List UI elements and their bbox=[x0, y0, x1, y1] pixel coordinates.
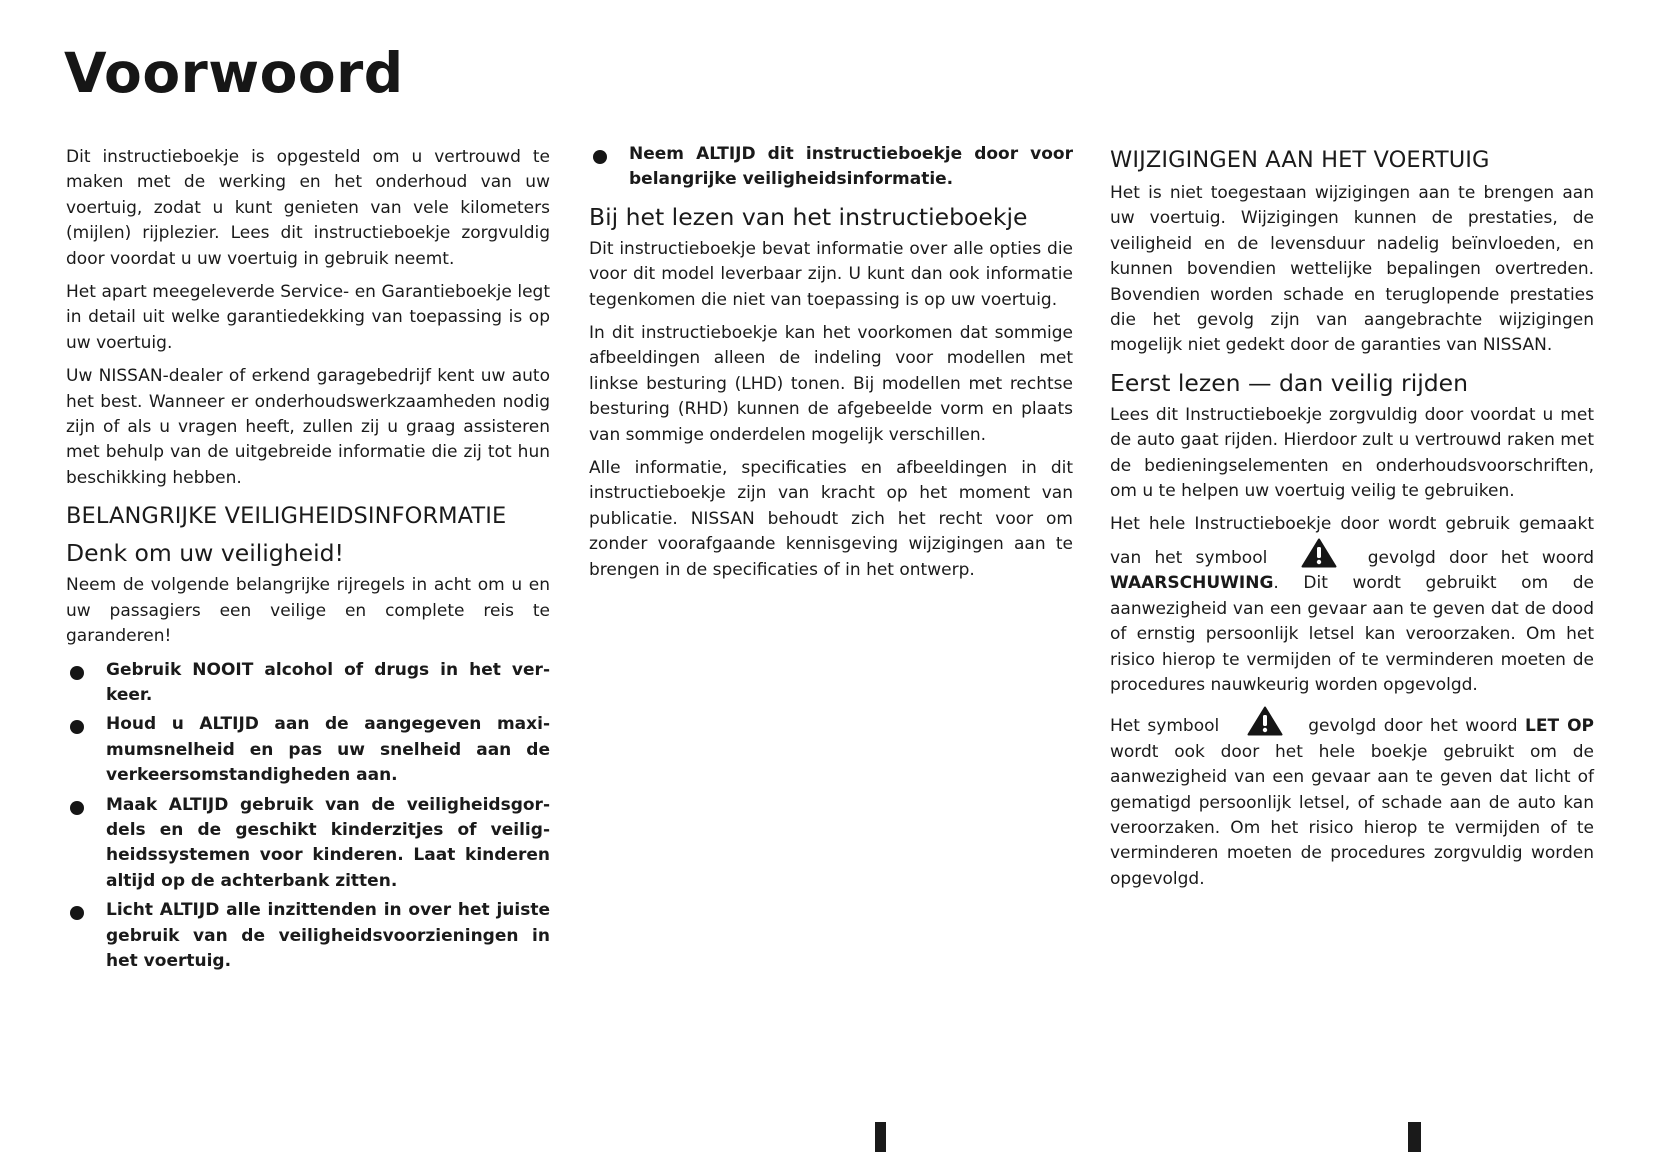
bullet-icon bbox=[70, 906, 84, 920]
caution-paragraph bbox=[1110, 706, 1594, 892]
warning-text-after-keyword: . Dit wordt gebruikt om de aanwezigheid van een gevaar aan te geven dat de dood of ernstig persoonlijk letsel kan veroorzaken. Om het risico hierop te vermijden of te verminderen moeten de procedures nauwkeurig worden opgevolgd. bbox=[1110, 573, 1594, 695]
list-item-text: Neem ALTIJD dit instructieboekje door voor belangrijke veiligheidsinformatie. bbox=[629, 144, 1073, 190]
caution-keyword: LET OP bbox=[1525, 716, 1594, 737]
safety-intro-paragraph: Neem de volgende belangrijke rijregels in acht om u en uw passagiers een veilige en complete reis te garanderen! bbox=[66, 575, 550, 647]
page-edge-marker bbox=[1408, 1122, 1421, 1152]
modifications-heading: WIJZIGINGEN AAN HET VOERTUIG bbox=[1110, 147, 1490, 173]
reading-paragraph-3: Alle informatie, specificaties en afbeeldingen in dit instructieboekje zijn van kracht op het moment van publicatie. NISSAN behoudt zich het recht voor om zonder voorafgaande kennisgeving wijzigingen aan te brengen in de specificaties of in het ontwerp. bbox=[589, 458, 1073, 580]
column-2 bbox=[589, 142, 1073, 591]
reading-paragraph-2: In dit instructieboekje kan het voorkomen dat sommige afbeeldingen alleen de indeling voor modellen met linkse besturing (LHD) tonen. Bij modellen met rechtse besturing (RHD) kunnen de afgebeelde vorm en plaats van sommige onderdelen mogelijk verschillen. bbox=[589, 323, 1073, 445]
intro-paragraph-2: Het apart meegeleverde Service- en Garantieboekje legt in detail uit welke garantiedekking van toepassing is op uw voertuig. bbox=[66, 282, 550, 353]
bullet-icon bbox=[593, 150, 607, 164]
read-first-paragraph: Lees dit Instructieboekje zorgvuldig door voordat u met de auto gaat rijden. Hierdoor zult u vertrouwd raken met de bedieningselementen en onderhoudsvoorschriften, om u te helpen uw voertuig veilig te gebruiken. bbox=[1110, 404, 1594, 502]
warning-keyword: WAARSCHUWING bbox=[1110, 573, 1274, 594]
intro-paragraph-3: Uw NISSAN-dealer of erkend garagebedrijf kent uw auto het best. Wanneer er onderhoudswerkzaamheden nodig zijn of als u vragen heeft, zullen zij u graag assisteren met behulp van de uitgebreide informatie die zij tot hun beschikking hebben. bbox=[66, 366, 550, 488]
read-first-subheading: Eerst lezen — dan veilig rijden bbox=[1110, 368, 1469, 397]
list-item bbox=[66, 658, 550, 709]
column-3 bbox=[1110, 145, 1594, 900]
list-item-text: Licht ALTIJD alle inzittenden in over het juiste gebruik van de veiligheidsvoorzieningen in het voertuig. bbox=[106, 900, 550, 971]
caution-text-after-icon: gevolgd door het woord bbox=[1308, 716, 1518, 737]
caution-text-before-icon: Het symbool bbox=[1110, 716, 1220, 737]
reading-subheading: Bij het lezen van het instructieboekje bbox=[589, 202, 1028, 231]
safety-rules-list bbox=[66, 658, 550, 975]
column-1 bbox=[66, 145, 550, 982]
list-item-text: Maak ALTIJD gebruik van de veiligheidsgordels en de geschikt kinderzitjes of veiligheidssystemen voor kinderen. Laat kinderen altijd op de achterbank zitten. bbox=[106, 794, 550, 891]
safety-rules-list-continued bbox=[589, 142, 1073, 193]
warning-paragraph bbox=[1110, 512, 1594, 698]
warning-triangle-icon bbox=[1301, 538, 1337, 568]
list-item bbox=[66, 793, 550, 895]
safety-section-heading: BELANGRIJKE VEILIGHEIDSINFORMATIE bbox=[66, 503, 507, 530]
reading-paragraph-1: Dit instructieboekje bevat informatie over alle opties die voor dit model leverbaar zijn. U kunt dan ook informatie tegenkomen die niet van toepassing is op uw voertuig. bbox=[589, 238, 1073, 310]
warning-triangle-icon bbox=[1247, 706, 1283, 736]
page-title: Voorwoord bbox=[64, 41, 404, 105]
list-item bbox=[589, 142, 1073, 193]
bullet-icon bbox=[70, 666, 84, 680]
caution-text-after-keyword: wordt ook door het hele boekje gebruikt om de aanwezigheid van een gevaar aan te geven dat licht of gematigd persoonlijk letsel, of schade aan de auto kan veroorzaken. Om het risico hierop te vermijden of te verminderen moeten de procedures zorgvuldig worden opgevolgd. bbox=[1110, 741, 1594, 889]
modifications-paragraph: Het is niet toegestaan wijzigingen aan te brengen aan uw voertuig. Wijzigingen kunnen de prestaties, de veiligheid en de levensduur nadelig beïnvloeden, en kunnen bovendien wettelijke bepalingen overtreden. Bovendien worden schade en teruglopende prestaties die het gevolg zijn van aangebrachte wijzigingen mogelijk niet gedekt door de garanties van NISSAN. bbox=[1110, 183, 1594, 356]
list-item-text: Houd u ALTIJD aan de aangegeven maximumsnelheid en pas uw snelheid aan de verkeersomstandigheden aan. bbox=[106, 714, 550, 786]
list-item bbox=[66, 712, 550, 788]
list-item bbox=[66, 898, 550, 974]
list-item-text: Gebruik NOOIT alcohol of drugs in het verkeer. bbox=[106, 659, 550, 705]
bullet-icon bbox=[70, 801, 84, 815]
intro-paragraph-1: Dit instructieboekje is opgesteld om u vertrouwd te maken met de werking en het onderhoud van uw voertuig, zodat u kunt genieten van vele kilometers (mijlen) rijplezier. Lees dit instructieboekje zorgvuldig door voordat u uw voertuig in gebruik neemt. bbox=[66, 147, 550, 269]
page-edge-marker bbox=[875, 1122, 886, 1152]
safety-subheading: Denk om uw veiligheid! bbox=[66, 539, 344, 568]
warning-text-before-icon: Het hele Instructieboekje door wordt gebruik gemaakt van het symbool bbox=[1110, 514, 1594, 568]
bullet-icon bbox=[70, 720, 84, 734]
warning-text-after-icon: gevolgd door het woord bbox=[1367, 547, 1595, 568]
